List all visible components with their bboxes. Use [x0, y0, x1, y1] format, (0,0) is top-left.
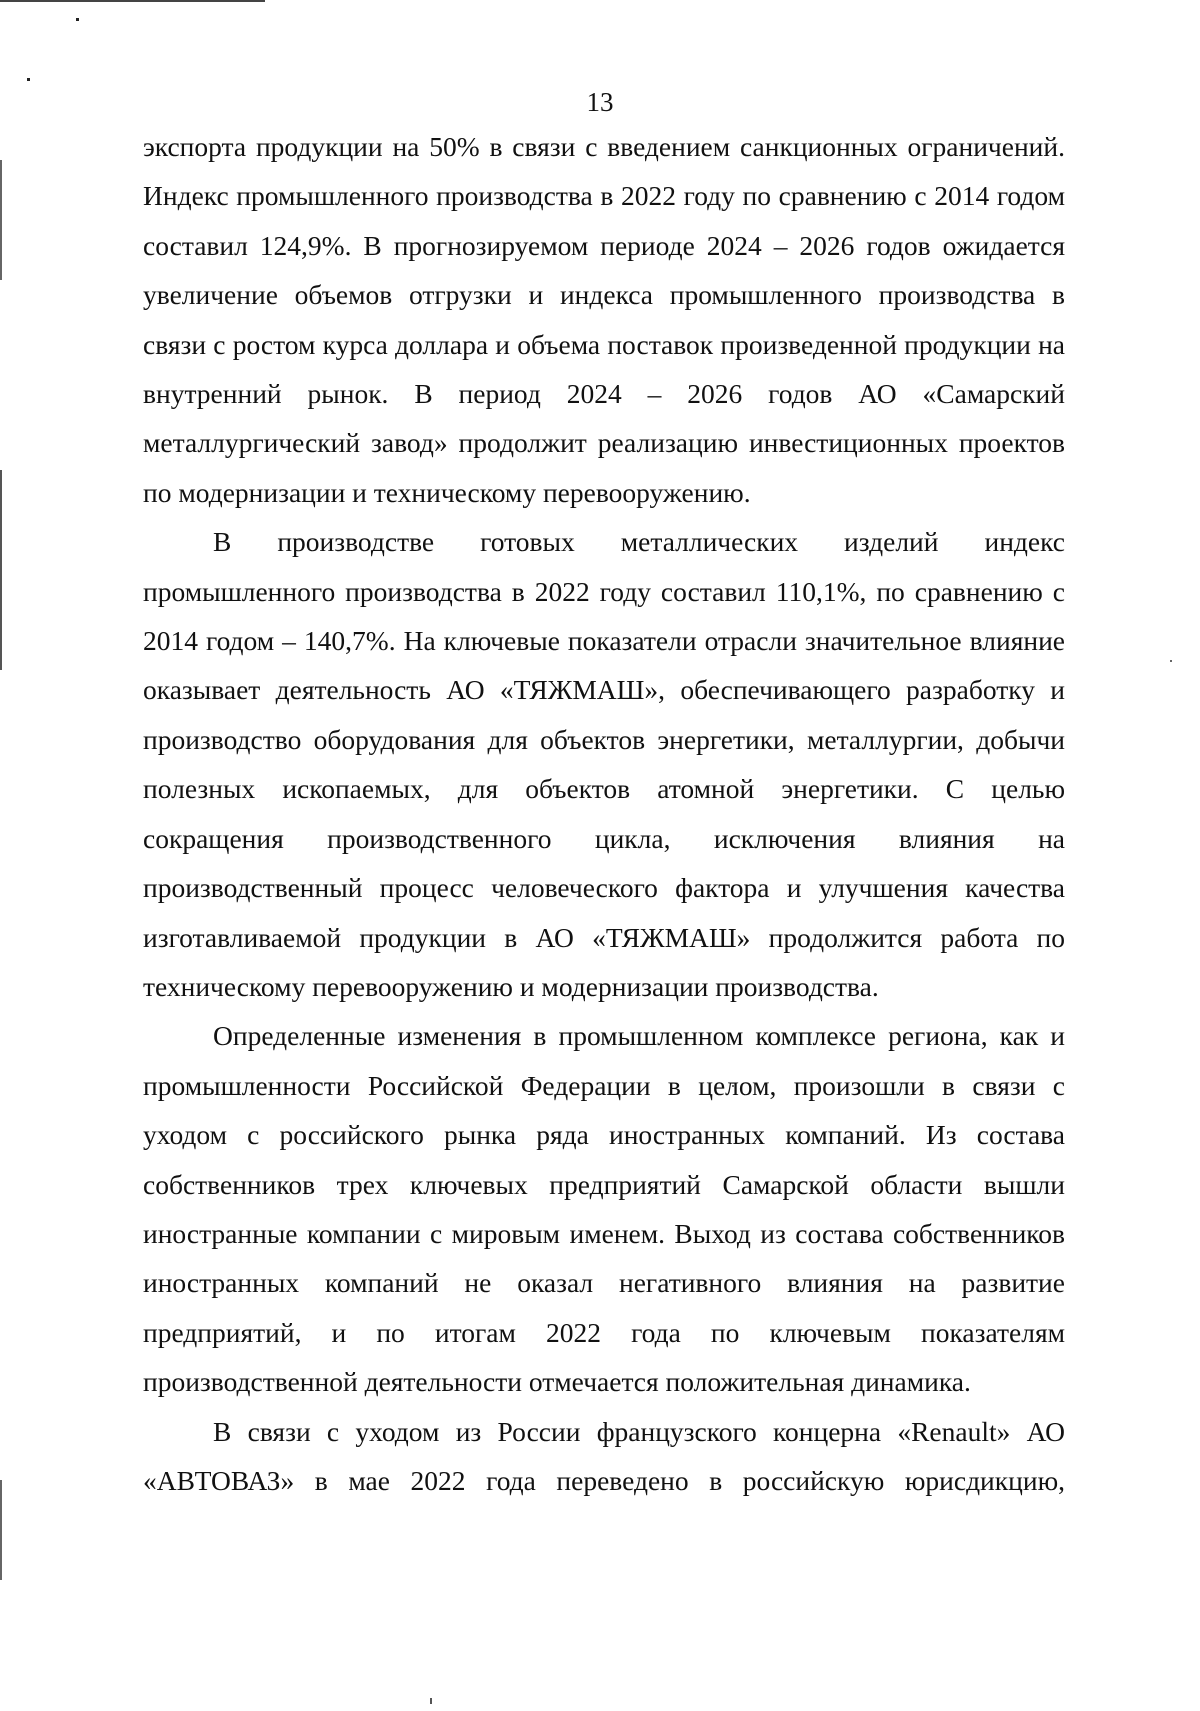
- text-body: [143, 122, 1065, 1505]
- paragraph-4: В связи с уходом из России французского концерна «Renault» АО «АВТОВАЗ» в мае 2022 года переведено в российскую юрисдикцию,: [143, 1415, 1065, 1496]
- scan-dot-1: [76, 18, 79, 21]
- scan-dot-5: [430, 1698, 432, 1704]
- scan-edge-left-2: [0, 470, 2, 670]
- paragraph-3: Определенные изменения в промышленном комплексе региона, как и промышленности Российской Федерации в целом, произошли в связи с уходом с российского рынка ряда иностранных компаний. Из состава собственников трех ключевых предприятий Самарской области вышли иностранные компании с мировым именем. Выход из состава собственников иностранных компаний не оказал негативного влияния на развитие предприятий, и по итогам 2022 года по ключевым показателям производственной деятельности отмечается положительная динамика.: [143, 1020, 1065, 1398]
- scan-dot-2: [27, 78, 30, 81]
- scan-edge-left-3: [0, 1480, 2, 1580]
- page-number: 13: [586, 87, 614, 117]
- scan-dot-4: [1170, 660, 1172, 662]
- paragraph-2: В производстве готовых металлических изделий индекс промышленного производства в 2022 году составил 110,1%, по сравнению с 2014 годом – 140,7%. На ключевые показатели отрасли значительное влияние оказывает деятельность АО «ТЯЖМАШ», обеспечивающего разработку и производство оборудования для объектов энергетики, металлургии, добычи полезных ископаемых, для объектов атомной энергетики. С целью сокращения производственного цикла, исключения влияния на производственный процесс человеческого фактора и улучшения качества изготавливаемой продукции в АО «ТЯЖМАШ» продолжится работа по техническому перевооружению и модернизации производства.: [143, 526, 1065, 1002]
- paragraph-1: экспорта продукции на 50% в связи с введением санкционных ограничений. Индекс промышленного производства в 2022 году по сравнению с 2014 годом составил 124,9%. В прогнозируемом периоде 2024 – 2026 годов ожидается увеличение объемов отгрузки и индекса промышленного производства в связи с ростом курса доллара и объема поставок произведенной продукции на внутренний рынок. В период 2024 – 2026 годов АО «Самарский металлургический завод» продолжит реализацию инвестиционных проектов по модернизации и техническому перевооружению.: [143, 131, 1065, 508]
- scan-edge-left-1: [0, 160, 2, 280]
- scan-line-top: [0, 0, 265, 2]
